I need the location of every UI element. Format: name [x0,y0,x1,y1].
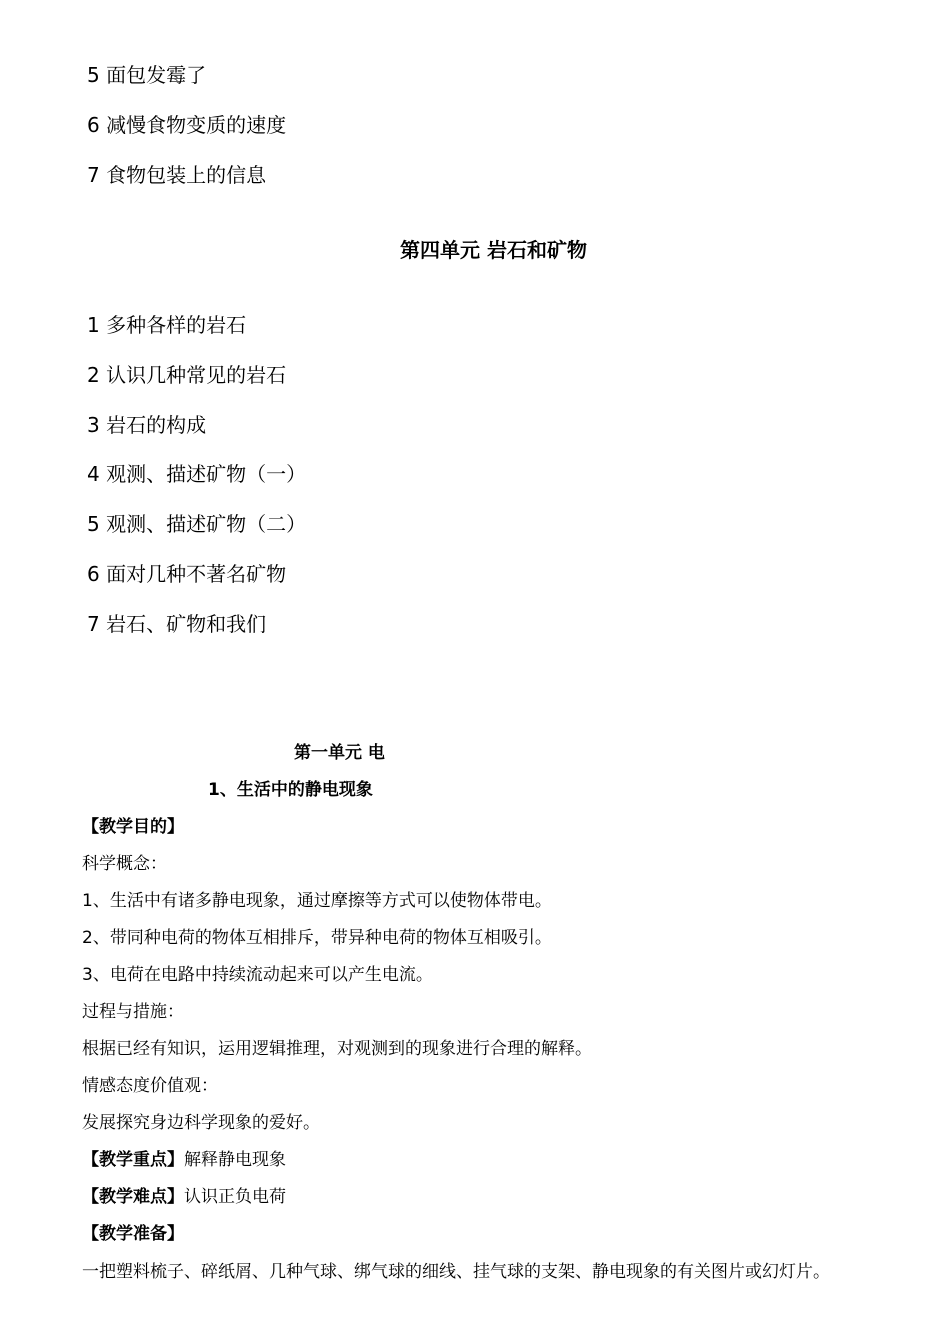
key-point-row [82,1149,286,1171]
unit4-title: 第四单元 岩石和矿物 [400,238,587,262]
concept-item: 1、生活中有诸多静电现象，通过摩擦等方式可以使物体带电。 [82,891,552,911]
lesson-item: 4 观测、描述矿物（一） [87,462,307,486]
concept-item: 3、电荷在电路中持续流动起来可以产生电流。 [82,965,433,985]
attitude-label: 情感态度价值观： [82,1076,218,1096]
unit1-title: 第一单元 电 [294,743,385,763]
lesson-item: 7 岩石、矿物和我们 [87,612,267,636]
list-item: 7 食物包装上的信息 [87,163,267,187]
concept-label: 科学概念： [82,854,167,874]
lesson-title: 1、生活中的静电现象 [208,780,373,800]
process-text: 根据已经有知识，运用逻辑推理，对观测到的现象进行合理的解释。 [82,1039,592,1059]
list-item: 5 面包发霉了 [87,63,207,87]
lesson-item: 1 多种各样的岩石 [87,313,247,337]
concept-item: 2、带同种电荷的物体互相排斥，带异种电荷的物体互相吸引。 [82,928,552,948]
prep-text: 一把塑料梳子、碎纸屑、几种气球、绑气球的细线、挂气球的支架、静电现象的有关图片或幻灯片。 [82,1262,830,1282]
key-point-text: 解释静电现象 [184,1150,286,1170]
objectives-heading: 【教学目的】 [82,817,184,837]
difficulty-label: 【教学难点】 [82,1187,184,1207]
difficulty-text: 认识正负电荷 [184,1187,286,1207]
difficulty-row [82,1186,286,1208]
lesson-item: 2 认识几种常见的岩石 [87,363,287,387]
list-item: 6 减慢食物变质的速度 [87,113,287,137]
attitude-text: 发展探究身边科学现象的爱好。 [82,1113,320,1133]
lesson-item: 3 岩石的构成 [87,413,207,437]
process-label: 过程与措施： [82,1002,184,1022]
prep-heading: 【教学准备】 [82,1224,184,1244]
lesson-item: 6 面对几种不著名矿物 [87,562,287,586]
lesson-item: 5 观测、描述矿物（二） [87,512,307,536]
key-point-label: 【教学重点】 [82,1150,184,1170]
